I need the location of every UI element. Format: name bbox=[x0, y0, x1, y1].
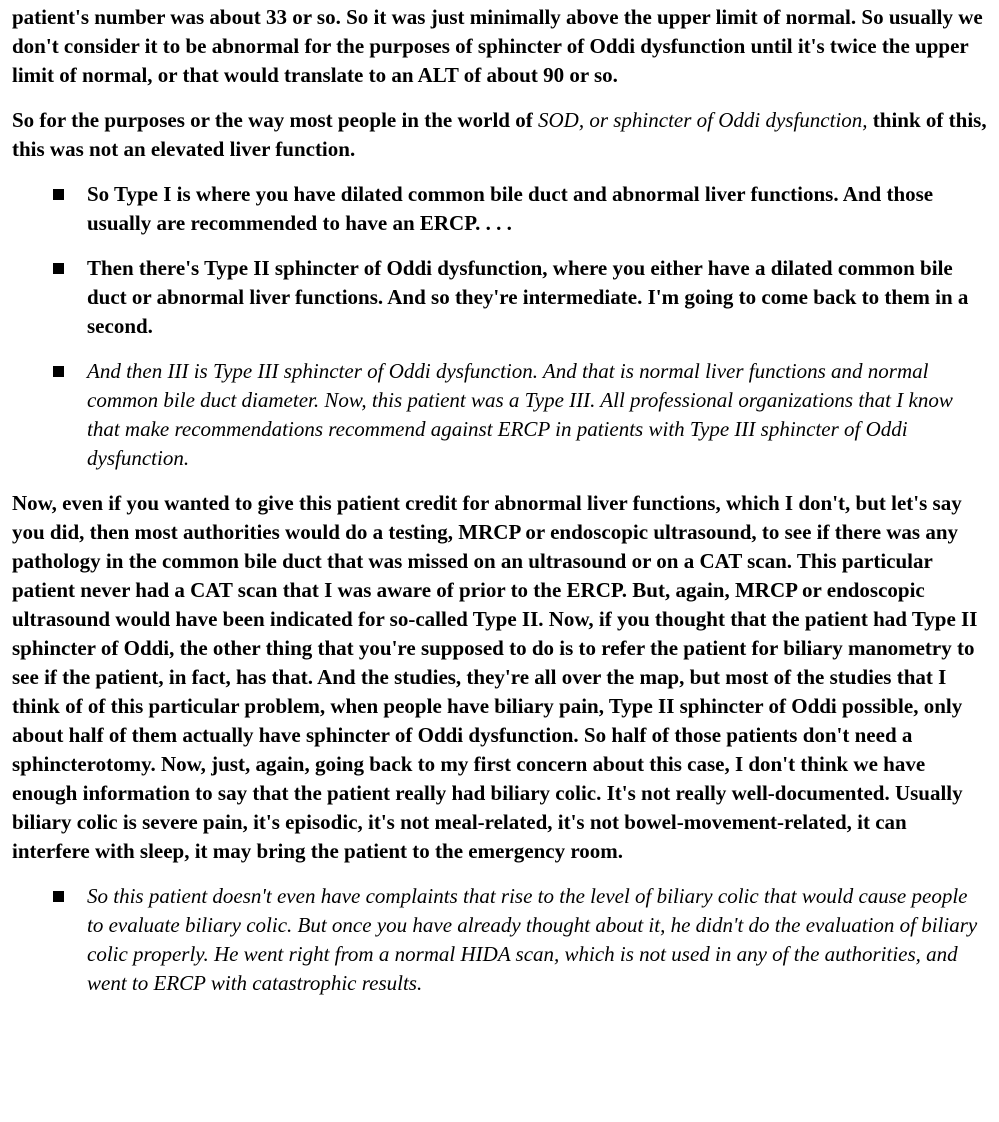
list-item-text: So this patient doesn't even have complaints that rise to the level of biliary colic that would cause people to evaluate biliary colic. But once you have already thought about it, he didn't do the evaluation of biliary colic properly. He went right from a normal HIDA scan, which is not used in any of the authorities, and went to ERCP with catastrophic results. bbox=[87, 884, 978, 995]
list-item-text: And then III is Type III sphincter of Oddi dysfunction. And that is normal liver functions and normal common bile duct diameter. Now, this patient was a Type III. All professional organizations that I know that make recommendations recommend against ERCP in patients with Type III sphincter of Oddi dysfunction. bbox=[87, 359, 953, 470]
spacer bbox=[12, 164, 987, 180]
square-bullet-icon bbox=[53, 366, 64, 377]
document-page bbox=[12, 3, 987, 998]
list-item bbox=[12, 180, 987, 238]
square-bullet-icon bbox=[53, 189, 64, 200]
bullet-list-biliary-colic bbox=[12, 882, 987, 998]
paragraph-alt-limit: patient's number was about 33 or so. So it was just minimally above the upper limit of normal. So usually we don't consider it to be abnormal for the purposes of sphincter of Oddi dysfunction until it's twice the upper limit of normal, or that would translate to an ALT of about 90 or so. bbox=[12, 5, 983, 87]
list-item-text: Then there's Type II sphincter of Oddi dysfunction, where you either have a dilated common bile duct or abnormal liver functions. And so they're intermediate. I'm going to come back to them in a second. bbox=[87, 256, 969, 338]
paragraph-testing-discussion: Now, even if you wanted to give this patient credit for abnormal liver functions, which I don't, but let's say you did, then most authorities would do a testing, MRCP or endoscopic ultrasound, to see if there was any pathology in the common bile duct that was missed on an ultrasound or on a CAT scan. This particular patient never had a CAT scan that I was aware of prior to the ERCP. But, again, MRCP or endoscopic ultrasound would have been indicated for so-called Type II. Now, if you thought that the patient had Type II sphincter of Oddi, the other thing that you're supposed to do is to refer the patient for biliary manometry to see if the patient, in fact, has that. And the studies, they're all over the map, but most of the studies that I think of of this particular problem, when people have biliary pain, Type II sphincter of Oddi possible, only about half of them actually have sphincter of Oddi dysfunction. So half of those patients don't need a sphincterotomy. Now, just, again, going back to my first concern about this case, I don't think we have enough information to say that the patient really had biliary colic. It's not really well-documented. Usually biliary colic is severe pain, it's episodic, it's not meal-related, it's not bowel-movement-related, it can interfere with sleep, it may bring the patient to the emergency room. bbox=[12, 491, 978, 863]
list-item bbox=[12, 357, 987, 473]
paragraph-italic-text: SOD, or sphincter of Oddi dysfunction, bbox=[537, 108, 868, 132]
spacer bbox=[12, 473, 987, 489]
square-bullet-icon bbox=[53, 263, 64, 274]
spacer bbox=[12, 90, 987, 106]
paragraph-text: think of this, this was not an elevated liver function. bbox=[12, 108, 987, 161]
bullet-list-sod-types bbox=[12, 180, 987, 473]
list-item bbox=[12, 882, 987, 998]
paragraph-text: So for the purposes or the way most people in the world of bbox=[12, 108, 538, 132]
list-item-text: So Type I is where you have dilated common bile duct and abnormal liver functions. And those usually are recommended to have an ERCP. . . . bbox=[87, 182, 934, 235]
list-item bbox=[12, 254, 987, 341]
square-bullet-icon bbox=[53, 891, 64, 902]
spacer bbox=[12, 866, 987, 882]
paragraph-sod-definition bbox=[12, 106, 987, 164]
